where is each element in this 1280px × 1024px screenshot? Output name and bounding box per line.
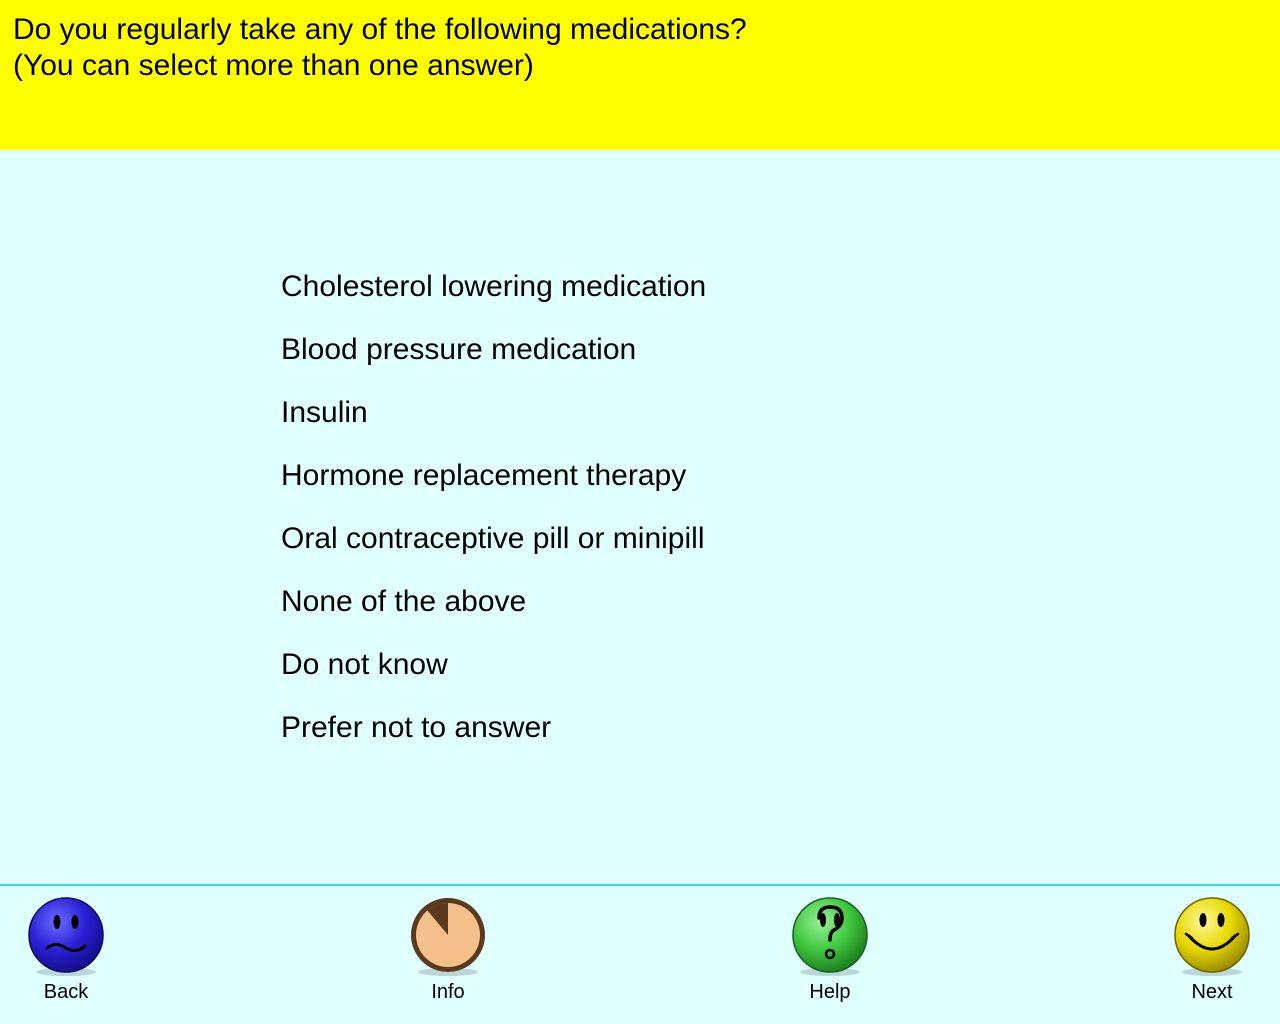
footer-divider — [0, 884, 1280, 886]
option-cholesterol-lowering-medication[interactable]: Cholesterol lowering medication — [281, 270, 707, 303]
question-text: Do you regularly take any of the following medications? — [13, 13, 747, 46]
option-blood-pressure-medication[interactable]: Blood pressure medication — [281, 333, 637, 366]
info-label: Info — [431, 981, 465, 1003]
question-instruction: (You can select more than one answer) — [13, 49, 534, 82]
next-label: Next — [1191, 981, 1233, 1003]
option-none-of-the-above[interactable]: None of the above — [281, 585, 527, 618]
back-label: Back — [43, 981, 89, 1003]
help-button[interactable] — [780, 896, 880, 1008]
info-button[interactable] — [398, 896, 498, 1008]
back-button[interactable] — [16, 896, 116, 1008]
option-insulin[interactable]: Insulin — [281, 396, 368, 429]
sad-face-icon — [27, 896, 105, 976]
option-do-not-know[interactable]: Do not know — [281, 648, 448, 681]
question-header — [0, 0, 1280, 150]
clock-icon — [409, 896, 487, 976]
next-button[interactable] — [1162, 896, 1262, 1008]
option-hormone-replacement-therapy[interactable]: Hormone replacement therapy — [281, 459, 687, 492]
option-oral-contraceptive-pill[interactable]: Oral contraceptive pill or minipill — [281, 522, 705, 555]
help-label: Help — [809, 981, 851, 1003]
answer-options-list — [281, 267, 706, 771]
smiley-face-icon — [1173, 896, 1251, 976]
question-mark-icon — [791, 896, 869, 976]
option-prefer-not-to-answer[interactable]: Prefer not to answer — [281, 711, 552, 744]
